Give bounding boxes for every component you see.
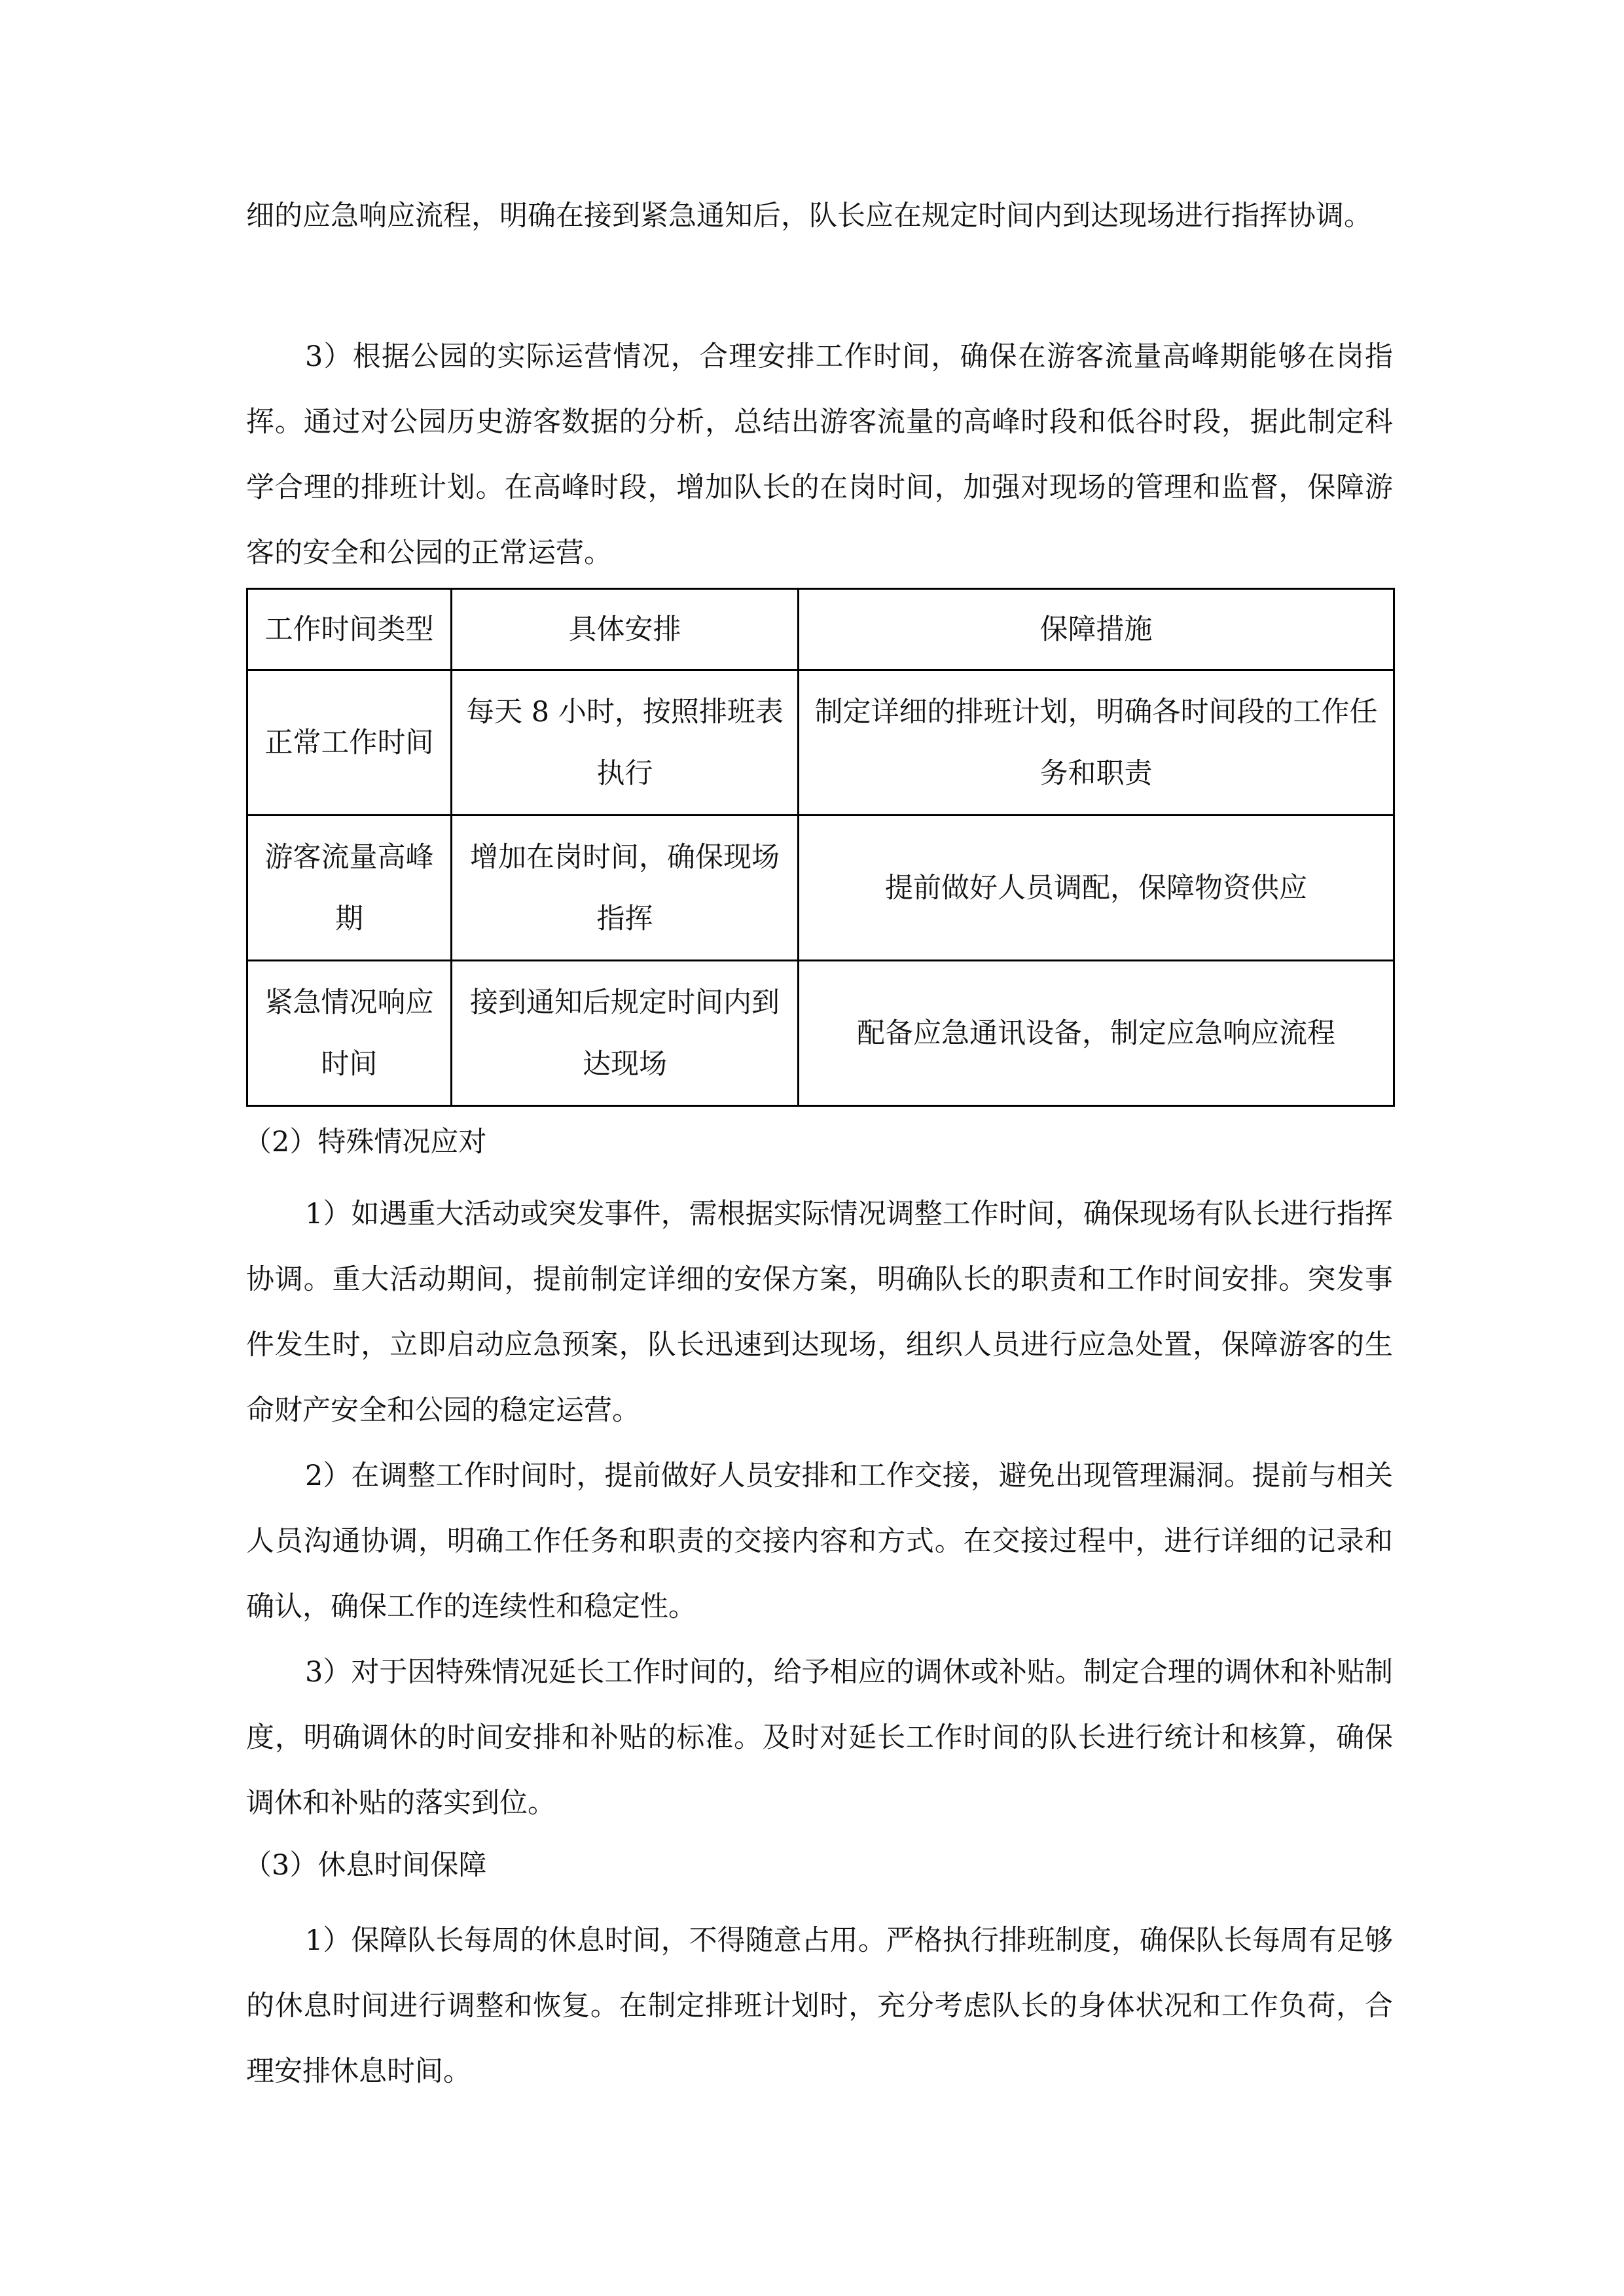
table-row (247, 816, 1394, 961)
table-cell: 正常工作时间 (247, 670, 452, 816)
table-header-cell: 具体安排 (452, 589, 799, 670)
table-cell: 制定详细的排班计划，明确各时间段的工作任务和职责 (799, 670, 1394, 816)
paragraph-continuation: 细的应急响应流程，明确在接到紧急通知后，队长应在规定时间内到达现场进行指挥协调。 (246, 200, 1372, 232)
table-header-cell: 工作时间类型 (247, 589, 452, 670)
section-2-paragraph-3: 3）对于因特殊情况延长工作时间的，给予相应的调休或补贴。制定合理的调休和补贴制度，明确调休的时间安排和补贴的标准。及时对延长工作时间的队长进行统计和核算，确保调休和补贴的落实到位。 (246, 1656, 1393, 1820)
section-3-paragraph-1: 1）保障队长每周的休息时间，不得随意占用。严格执行排班制度，确保队长每周有足够的休息时间进行调整和恢复。在制定排班计划时，充分考虑队长的身体状况和工作负荷，合理安排休息时间。 (246, 1924, 1393, 2088)
section-2-paragraph-1: 1）如遇重大活动或突发事件，需根据实际情况调整工作时间，确保现场有队长进行指挥协调。重大活动期间，提前制定详细的安保方案，明确队长的职责和工作时间安排。突发事件发生时，立即启动应急预案，队长迅速到达现场，组织人员进行应急处置，保障游客的生命财产安全和公园的稳定运营。 (246, 1198, 1393, 1427)
section-3-heading: （3）休息时间保障 (244, 1849, 487, 1882)
table-cell: 每天 8 小时，按照排班表执行 (452, 670, 799, 816)
table-row (247, 670, 1394, 816)
section-2-heading: （2）特殊情况应对 (244, 1126, 487, 1158)
table-cell: 游客流量高峰期 (247, 816, 452, 961)
work-time-table (246, 588, 1395, 1107)
table-cell: 紧急情况响应时间 (247, 961, 452, 1106)
table-header-cell: 保障措施 (799, 589, 1394, 670)
table-header-row (247, 589, 1394, 670)
section-2-paragraph-2: 2）在调整工作时间时，提前做好人员安排和工作交接，避免出现管理漏洞。提前与相关人员沟通协调，明确工作任务和职责的交接内容和方式。在交接过程中，进行详细的记录和确认，确保工作的连续性和稳定性。 (246, 1460, 1393, 1623)
table-cell: 接到通知后规定时间内到达现场 (452, 961, 799, 1106)
table-cell: 增加在岗时间，确保现场指挥 (452, 816, 799, 961)
table-cell: 配备应急通讯设备，制定应急响应流程 (799, 961, 1394, 1106)
table-row (247, 961, 1394, 1106)
table-cell: 提前做好人员调配，保障物资供应 (799, 816, 1394, 961)
paragraph-3-schedule: 3）根据公园的实际运营情况，合理安排工作时间，确保在游客流量高峰期能够在岗指挥。通过对公园历史游客数据的分析，总结出游客流量的高峰时段和低谷时段，据此制定科学合理的排班计划。在高峰时段，增加队长的在岗时间，加强对现场的管理和监督，保障游客的安全和公园的正常运营。 (246, 340, 1393, 569)
